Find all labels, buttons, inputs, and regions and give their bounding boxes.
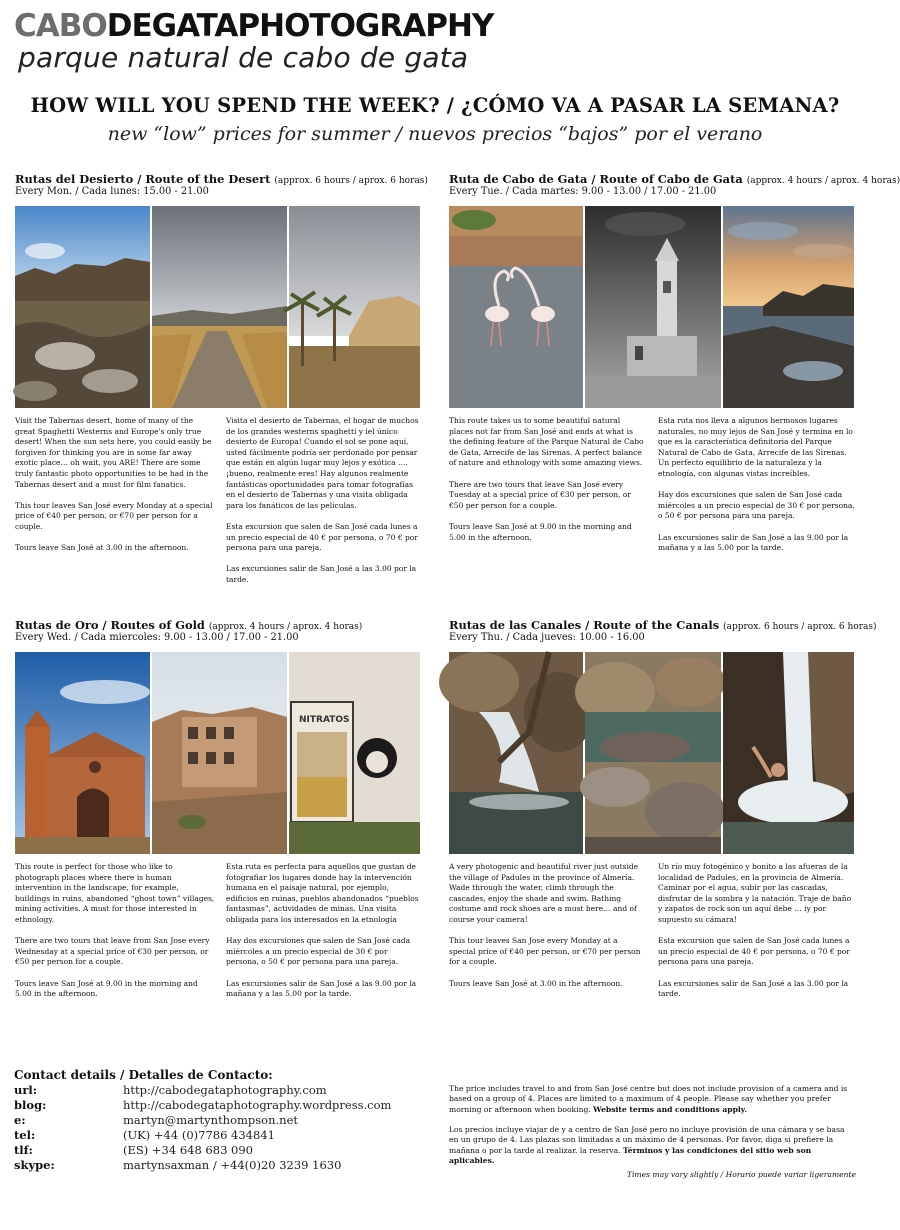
photo-canals-pool <box>585 652 721 854</box>
photo-cabo-coast <box>723 206 854 408</box>
paragraph: This route is perfect for those who like to photograph places where there is human intervention in the landscape, for example, buildings in ruins, abandoned “ghost town” villages, mining activities. A must for those interested in ethnology. <box>15 862 215 924</box>
paragraph: Las excursiones salir de San José a las 3.00 por la tarde. <box>658 978 849 999</box>
photo-desert-road <box>152 206 287 408</box>
terms-spanish-text: Los precios incluye viajar de y a centro de San José pero no incluye provisión de una cámara y se basa en un grupo de 4. Las plazas son limitadas a un máximo de 4 personas. Por favor, diga si prefiere la mañana o por la tarde al realizar. la reserva. <box>449 1125 845 1155</box>
brand-part-cabo: CABO <box>14 8 107 44</box>
paragraph: Tours leave San José at 3.00 in the afternoon. <box>449 978 623 988</box>
brand-part-degata: DEGATA <box>106 8 238 44</box>
paragraph: This tour leaves San Jose every Monday at a special price of €40 per person, or €70 per person for a couple. <box>449 936 641 967</box>
route-cabo-spanish <box>658 416 856 564</box>
route-desert-english <box>15 416 215 564</box>
contact-row-url <box>14 1083 327 1098</box>
contact-row-blog <box>14 1098 391 1113</box>
route-title-text: Rutas de Oro / Routes of Gold <box>15 618 205 632</box>
route-gold-spanish <box>226 862 422 1010</box>
paragraph: A very photogenic and beautiful river just outside the village of Padules in the province of Almería. Wade through the water, climb through the cascades, enjoy the shade and swim. Bathing costume and rock shoes are a must here… and of course your camera! <box>449 862 639 924</box>
times-note: Times may vary slightly / Horario puede variar ligeramente <box>626 1170 856 1179</box>
paragraph: Esta ruta es perfecta para aquellos que gustan de fotografiar los lugares donde hay la intervención humana en el paisaje natural, por ejemplo, edificios en ruinas, pueblos abandonados “pueblos fantasmas”, actividades de minas. Una visita obligada para los interesados en la etnología <box>226 862 419 924</box>
svg-text:NITRATOS: NITRATOS <box>299 715 350 725</box>
route-desert-spanish <box>226 416 422 596</box>
contact-url-link[interactable]: http://cabodegataphotography.com <box>123 1083 327 1097</box>
route-duration: (approx. 6 hours / aprox. 6 horas) <box>274 176 428 186</box>
paragraph: Un río muy fotogénico y bonito a las afueras de la localidad de Padules, en la provincia de Almería. Caminar por el agua, subir por las cascadas, disfrutar de la sombra y la natación. Traje de baño y zapatos de rock son un aquí debe … iy por supuesto su cámara! <box>658 862 852 924</box>
route-desert-schedule: Every Mon. / Cada lunes: 15.00 - 21.00 <box>15 186 209 197</box>
paragraph: This tour leaves San José every Monday at a special price of €40 per person, or €70 per person for a couple. <box>15 500 213 531</box>
brand-subtitle: parque natural de cabo de gata <box>18 41 469 74</box>
brand-logo <box>14 8 493 44</box>
contact-label: tel: <box>14 1128 36 1142</box>
contact-label: blog: <box>14 1098 47 1112</box>
paragraph: Visit the Tabernas desert, home of many of the great Spaghetti Westerns and Europe's only true desert! When the sun sets here, you could easily be forgiven for thinking you are in some far away exotic place… oh wait, you ARE! There are some truly fantastic photo opportunities to be had in the Tabernas desert and a must for film fanatics. <box>15 416 212 489</box>
route-title-text: Ruta de Cabo de Gata / Route of Cabo de Gata <box>449 172 743 186</box>
route-canals-schedule: Every Thu. / Cada jueves: 10.00 - 16.00 <box>449 632 645 643</box>
photo-canals-river <box>449 652 583 854</box>
paragraph: Hay dos excursiones que salen de San José cada miércoles a un precio especial de 30 € por persona, o 50 € por persona para una pareja. <box>658 490 855 521</box>
route-cabo-english <box>449 416 645 554</box>
paragraph: There are two tours that leave San José every Tuesday at a special price of €30 per person, or €50 per person for a couple. <box>449 479 631 510</box>
route-duration: (approx. 4 hours / aprox. 4 horas) <box>208 622 363 632</box>
contact-label: url: <box>14 1083 38 1097</box>
contact-skype-value: martynsaxman / +44(0)20 3239 1630 <box>123 1158 342 1172</box>
terms-spanish <box>449 1125 854 1167</box>
contact-heading: Contact details / Detalles de Contacto: <box>14 1068 273 1082</box>
route-duration: (approx. 4 hours / aprox. 4 horas) <box>746 176 900 186</box>
terms-english-text: The price includes travel to and from San José centre but does not include provision of a camera and is based on a group of 4. Places are limited to a maximum of 4 people. Please say whether you prefer morning or afternoon when booking. <box>449 1084 848 1114</box>
photo-cabo-flamingos <box>449 206 583 408</box>
contact-label: tlf: <box>14 1143 33 1157</box>
route-title-text: Rutas de las Canales / Route of the Canals <box>449 618 720 632</box>
paragraph: Esta ruta nos lleva a algunos hermosos lugares naturales, no muy lejos de San José y termina en lo que es la característica definitoria del Parque Natural de Cabo de Gata, Arrecife de las Sirenas. Un perfecto equilibrio de la naturaleza y la etnología, con algunas vistas increíbles. <box>658 416 853 478</box>
paragraph: Tours leave San José at 9.00 in the morning and 5.00 in the afternoon. <box>449 521 632 542</box>
paragraph: Las excursiones salir de San José a las 3.00 por la tarde. <box>226 564 417 584</box>
page-headline: HOW WILL YOU SPEND THE WEEK? / ¿CÓMO VA A PASAR LA SEMANA? <box>30 94 840 117</box>
contact-tel-value: (UK) +44 (0)7786 434841 <box>123 1128 275 1142</box>
paragraph: Hay dos excursiones que salen de San José cada miércoles a un precio especial de 30 € por persona, o 50 € por persona para una pareja. <box>226 936 411 967</box>
paragraph: Las excursiones salir de San José a las 9.00 por la mañana y a las 5.00 por la tarde. <box>226 978 417 999</box>
contact-label: e: <box>14 1113 26 1127</box>
paragraph: Esta excursion que salen de San José cada lunes a un precio especial de 40 € por persona, o 70 € por persona para una pareja. <box>658 936 850 967</box>
route-canals-spanish <box>658 862 856 1010</box>
terms-english-link[interactable]: Website terms and conditions apply. <box>593 1104 747 1114</box>
brand-part-photography: PHOTOGRAPHY <box>237 8 494 44</box>
terms-spanish-link[interactable]: Términos y las condiciones del sitio web son aplicables. <box>449 1145 812 1166</box>
paragraph: There are two tours that leave from San Jose every Wednesday at a special price of €30 per person, or €50 per person for a couple. <box>15 936 210 967</box>
paragraph: Visita el desierto de Tabernas, el hogar de muchos de los grandes westerns spaghetti y iel único desierto de Europa! Cuando el sol se pone aquí, usted fácilmente podría ser perdonado por pensar que están en algún lugar muy lejos y exótica …. ¡bueno, realmente eres! Hay algunos realmente fantásticas oportunidades para tomar fotografías en el desierto de Tabernas y una visita obligada para los fanáticos de las películas. <box>226 416 419 510</box>
contact-label: skype: <box>14 1158 55 1172</box>
route-gold-schedule: Every Wed. / Cada miercoles: 9.00 - 13.00 / 17.00 - 21.00 <box>15 632 299 643</box>
route-gold-english <box>15 862 215 1010</box>
paragraph: This route takes us to some beautiful natural places not far from San José and ends at what is the defining feature of the Parque Natural de Cabo de Gata, Arrecife de las Sirenas. A perfect balance of nature and ethnology with some amazing views. <box>449 416 644 468</box>
photo-canals-waterfall <box>723 652 854 854</box>
paragraph: Tours leave San José at 9.00 in the morning and 5.00 in the afternoon. <box>15 978 198 999</box>
photo-desert-rocks <box>15 206 150 408</box>
contact-email-link[interactable]: martyn@martynthompson.net <box>123 1113 299 1127</box>
contact-tlf-value: (ES) +34 648 683 090 <box>123 1143 253 1157</box>
contact-row-email <box>14 1113 298 1128</box>
page-subheadline: new “low” prices for summer / nuevos precios “bajos” por el verano <box>107 123 763 145</box>
route-cabo-schedule: Every Tue. / Cada martes: 9.00 - 13.00 / 17.00 - 21.00 <box>449 186 717 197</box>
contact-row-skype <box>14 1158 341 1173</box>
paragraph: Esta excursion que salen de San José cada lunes a un precio especial de 40 € por persona, o 70 € por persona para una pareja. <box>226 521 418 553</box>
terms-english <box>449 1084 854 1115</box>
contact-row-tel <box>14 1128 275 1143</box>
photo-desert-palms <box>289 206 420 408</box>
contact-row-tlf <box>14 1143 253 1158</box>
photo-cabo-church <box>585 206 721 408</box>
route-title-text: Rutas del Desierto / Route of the Desert <box>15 172 271 186</box>
contact-blog-link[interactable]: http://cabodegataphotography.wordpress.com <box>123 1098 392 1112</box>
photo-gold-ruins <box>152 652 287 854</box>
photo-gold-wall <box>289 652 420 854</box>
paragraph: Tours leave San José at 3.00 in the afternoon. <box>15 543 189 553</box>
route-duration: (approx. 6 hours / aprox. 6 horas) <box>723 622 877 632</box>
route-canals-english <box>449 862 645 1000</box>
paragraph: Las excursiones salir de San José a las 9.00 por la mañana y a las 5.00 por la tarde. <box>658 532 849 553</box>
photo-gold-church <box>15 652 150 854</box>
